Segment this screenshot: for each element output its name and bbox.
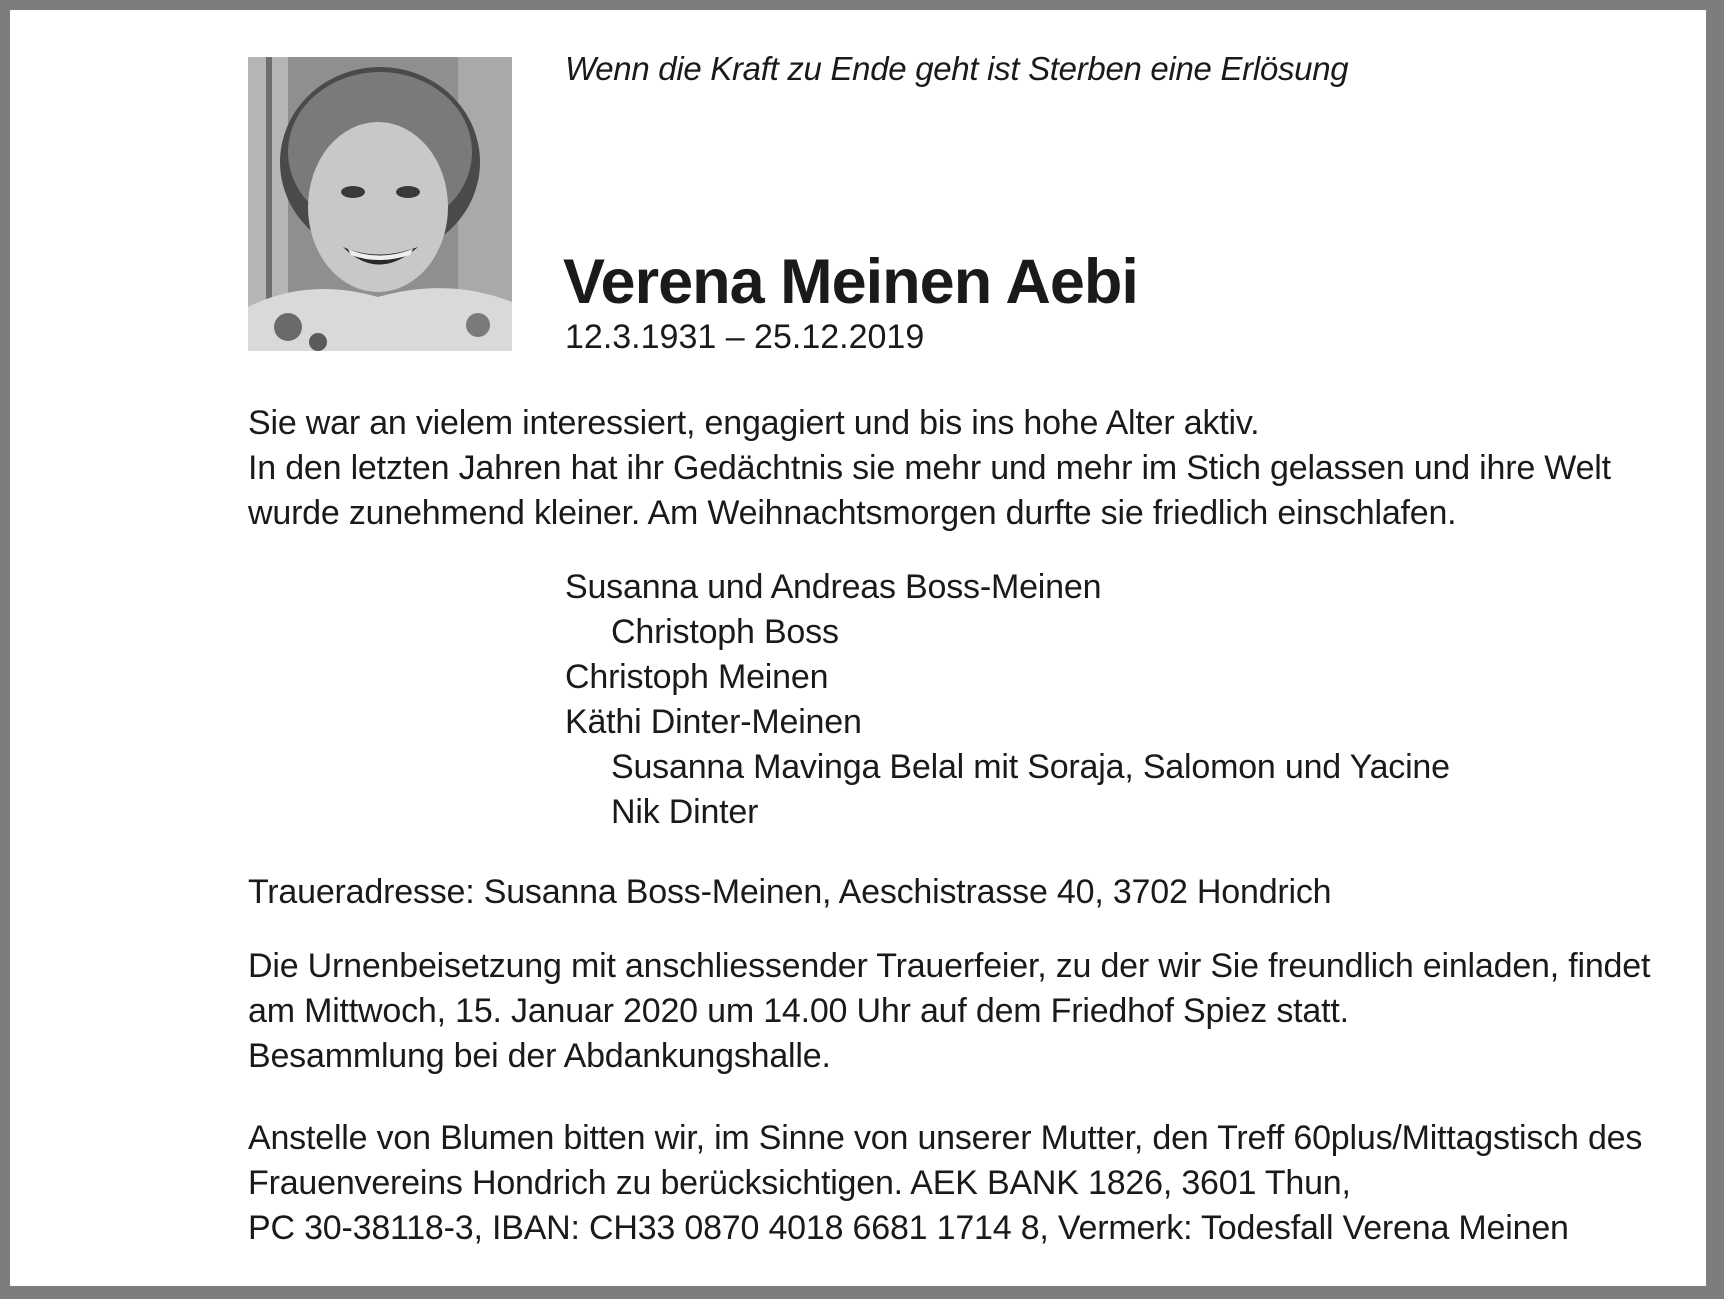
ceremony-line: Die Urnenbeisetzung mit anschliessender Trauerfeier, zu der wir Sie freundlich einladen, findet <box>248 947 1651 985</box>
family-member: Susanna und Andreas Boss-Meinen <box>565 568 1102 606</box>
donation-line: PC 30-38118-3, IBAN: CH33 0870 4018 6681 1714 8, Vermerk: Todesfall Verena Meinen <box>248 1209 1569 1247</box>
life-dates: 12.3.1931 – 25.12.2019 <box>565 318 925 356</box>
intro-line: In den letzten Jahren hat ihr Gedächtnis sie mehr und mehr im Stich gelassen und ihre Welt <box>248 449 1611 487</box>
obituary-page <box>10 10 1706 1286</box>
donation-paragraph <box>248 1116 1642 1251</box>
family-member: Susanna Mavinga Belal mit Soraja, Salomon und Yacine <box>611 748 1450 786</box>
ceremony-paragraph <box>248 944 1650 1079</box>
intro-line: wurde zunehmend kleiner. Am Weihnachtsmorgen durfte sie friedlich einschlafen. <box>248 494 1457 532</box>
family-member: Christoph Boss <box>611 613 839 651</box>
motto: Wenn die Kraft zu Ende geht ist Sterben eine Erlösung <box>565 50 1349 87</box>
family-member: Nik Dinter <box>611 793 759 831</box>
family-member: Christoph Meinen <box>565 658 829 696</box>
intro-paragraph <box>248 401 1611 536</box>
portrait-photo <box>248 57 512 351</box>
donation-line: Anstelle von Blumen bitten wir, im Sinne von unserer Mutter, den Treff 60plus/Mittagstisch des <box>248 1119 1643 1157</box>
donation-line: Frauenvereins Hondrich zu berücksichtigen. AEK BANK 1826, 3601 Thun, <box>248 1164 1351 1202</box>
ceremony-line: am Mittwoch, 15. Januar 2020 um 14.00 Uhr auf dem Friedhof Spiez statt. <box>248 992 1349 1030</box>
intro-line: Sie war an vielem interessiert, engagiert und bis ins hohe Alter aktiv. <box>248 404 1260 442</box>
family-list <box>565 565 1450 835</box>
mourning-address: Traueradresse: Susanna Boss-Meinen, Aeschistrasse 40, 3702 Hondrich <box>248 873 1332 911</box>
deceased-name: Verena Meinen Aebi <box>563 247 1138 317</box>
family-member: Käthi Dinter-Meinen <box>565 703 862 741</box>
ceremony-line: Besammlung bei der Abdankungshalle. <box>248 1037 831 1075</box>
